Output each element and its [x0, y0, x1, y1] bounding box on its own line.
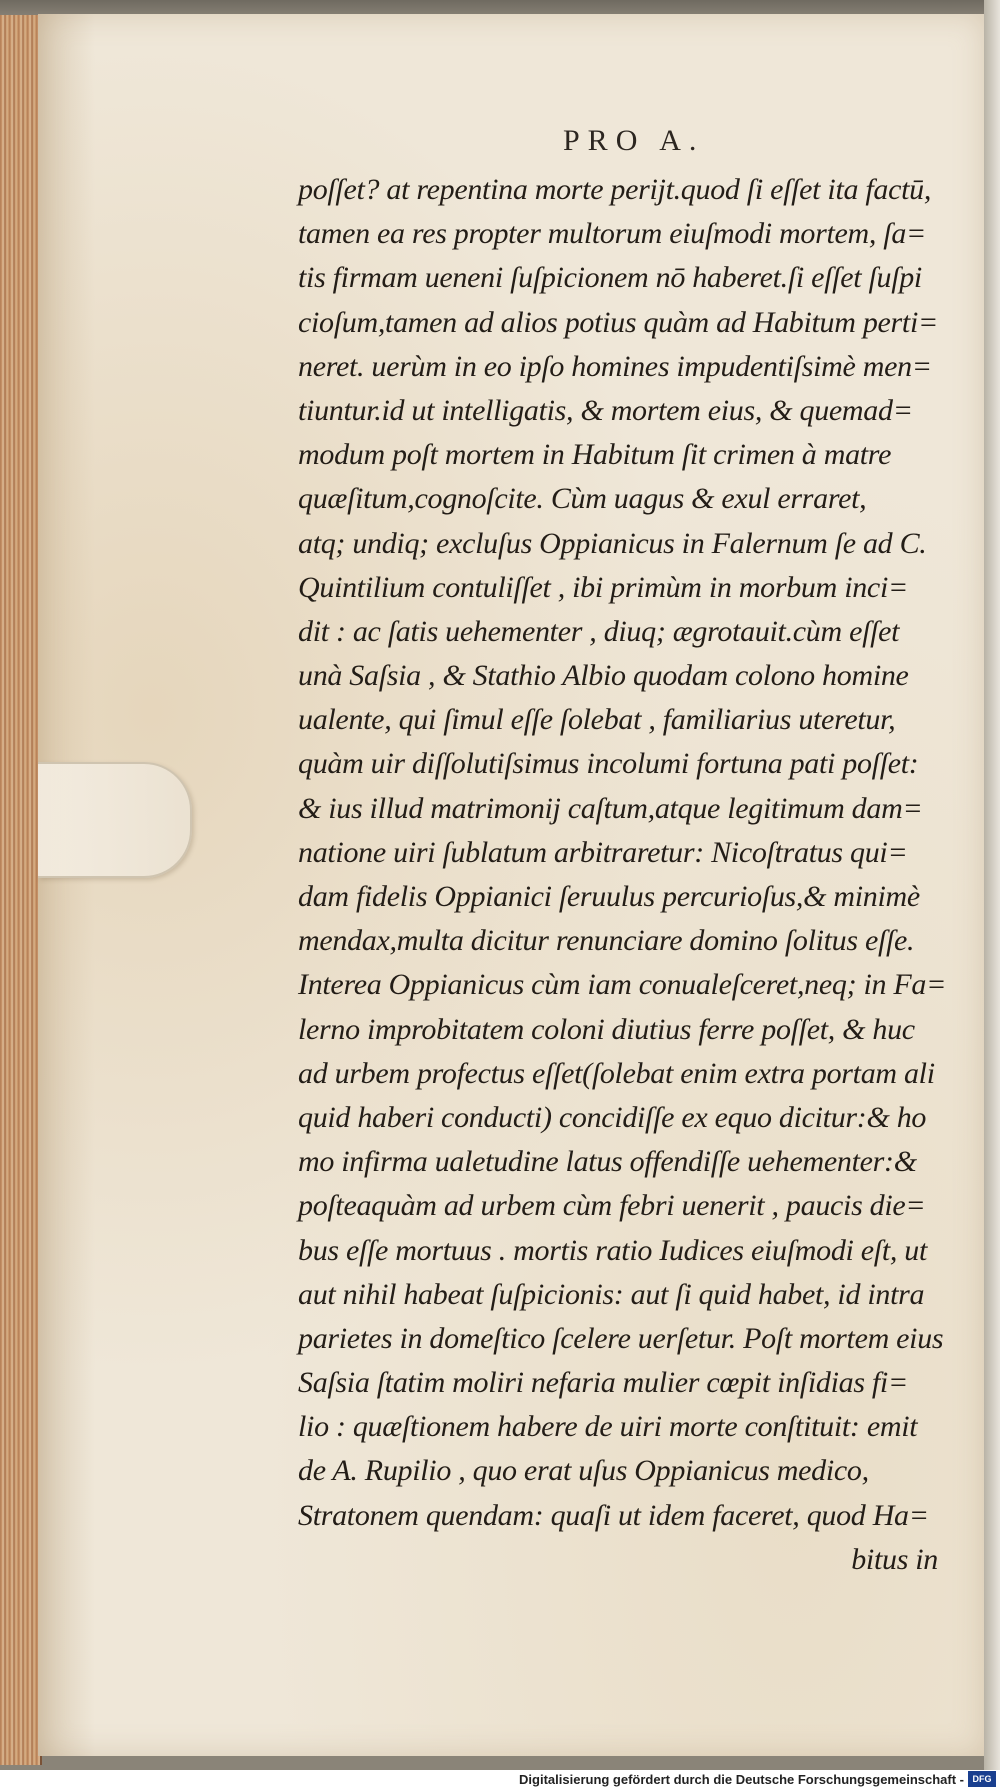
- text-line: Saſsia ſtatim moliri nefaria mulier cœpit inſidias fi=: [298, 1366, 908, 1400]
- text-line: ad urbem profectus eſſet(ſolebat enim extra portam ali: [298, 1056, 935, 1090]
- text-line: dit : ac ſatis uehementer , diuq; ægrotauit.cùm eſſet: [298, 614, 900, 648]
- text-line: lio : quæſtionem habere de uiri morte conſtituit: emit: [298, 1410, 918, 1444]
- text-line: tamen ea res propter multorum eiuſmodi mortem, ſa=: [298, 217, 926, 251]
- text-line: quid haberi conducti) concidiſſe ex equo dicitur:& ho: [298, 1100, 927, 1134]
- scan-background-right: [984, 0, 1000, 1790]
- text-line: neret. uerùm in eo ipſo homines impudentiſsimè men=: [298, 349, 932, 383]
- text-line: Stratonem quendam: quaſi ut idem faceret, quod Ha=: [298, 1498, 929, 1532]
- text-line: Quintilium contuliſſet , ibi primùm in morbum inci=: [298, 570, 908, 604]
- text-line: ualente, qui ſimul eſſe ſolebat , familiarius uteretur,: [298, 703, 896, 737]
- text-line: quàm uir diſſolutiſsimus incolumi fortuna pati poſſet:: [298, 747, 919, 781]
- text-line: & ius illud matrimonij caſtum,atque legitimum dam=: [298, 791, 923, 825]
- text-line: natione uiri ſublatum arbitraretur: Nicoſtratus qui=: [298, 835, 908, 869]
- text-line: aut nihil habeat ſuſpicionis: aut ſi quid habet, id intra: [298, 1277, 925, 1311]
- text-line: mendax,multa dicitur renunciare domino ſolitus eſſe.: [298, 924, 915, 958]
- catchword: bitus in: [851, 1542, 938, 1576]
- text-line: poſſet? at repentina morte perijt.quod ſi eſſet ita factū,: [298, 173, 932, 206]
- digitization-credit: Digitalisierung gefördert durch die Deutsche Forschungsgemeinschaft -: [519, 1772, 964, 1787]
- text-line: Interea Oppianicus cùm iam conualeſceret,neq; in Fa=: [298, 968, 947, 1002]
- text-line: bus eſſe mortuus . mortis ratio Iudices eiuſmodi eſt, ut: [298, 1233, 927, 1267]
- text-line: unà Saſsia , & Stathio Albio quodam colono homine: [298, 659, 909, 693]
- body-text: [298, 168, 976, 1582]
- page-tab-marker: [38, 762, 192, 878]
- text-line: modum poſt mortem in Habitum ſit crimen à matre: [298, 438, 892, 472]
- text-line: tis firmam ueneni ſuſpicionem nō haberet.ſi eſſet ſuſpi: [298, 261, 922, 295]
- text-line: tiuntur.id ut intelligatis, & mortem eius, & quemad=: [298, 393, 913, 427]
- text-line: cioſum,tamen ad alios potius quàm ad Habitum perti=: [298, 305, 938, 339]
- running-head: PRO A.: [563, 124, 705, 157]
- text-line: de A. Rupilio , quo erat uſus Oppianicus medico,: [298, 1454, 869, 1488]
- dfg-logo: DFG: [968, 1771, 996, 1787]
- text-line: lerno improbitatem coloni diutius ferre poſſet, & huc: [298, 1012, 915, 1046]
- book-page-edges: [0, 15, 42, 1765]
- text-line: mo infirma ualetudine latus offendiſſe uehementer:&: [298, 1145, 917, 1179]
- text-line: poſteaquàm ad urbem cùm febri uenerit , paucis die=: [298, 1189, 926, 1223]
- text-line: quæſitum,cognoſcite. Cùm uagus & exul erraret,: [298, 482, 867, 516]
- text-line: dam fidelis Oppianici ſeruulus percurioſus,& minimè: [298, 880, 920, 913]
- text-line: parietes in domeſtico ſcelere uerſetur. Poſt mortem eius: [298, 1321, 944, 1355]
- text-line: atq; undiq; excluſus Oppianicus in Falernum ſe ad C.: [298, 526, 927, 560]
